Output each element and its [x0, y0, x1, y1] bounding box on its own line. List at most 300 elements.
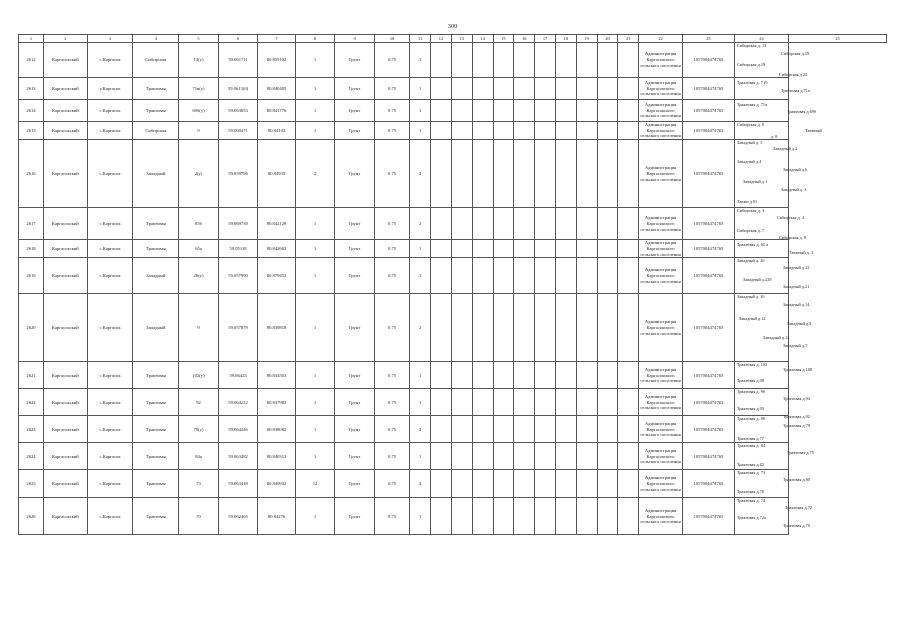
address-label: Трактовая д.69б — [786, 109, 817, 114]
settlement-cell: Каргасокский — [43, 122, 87, 140]
empty-cell — [555, 470, 576, 498]
table-row — [19, 122, 887, 140]
empty-cell — [514, 294, 535, 362]
empty-cell — [472, 100, 493, 122]
row-number: 2619 — [19, 258, 44, 294]
empty-cell — [555, 416, 576, 443]
empty-cell — [618, 294, 639, 362]
empty-cell — [555, 362, 576, 389]
column-header: 21 — [618, 35, 639, 43]
empty-cell — [514, 470, 535, 498]
address-label: Трактовая д.94 — [782, 396, 810, 402]
address-label: Трактовая д. 71а — [736, 102, 767, 107]
empty-cell — [472, 498, 493, 535]
empty-cell — [493, 258, 514, 294]
empty-cell — [535, 416, 556, 443]
empty-cell — [493, 78, 514, 100]
empty-cell — [451, 140, 472, 208]
empty-cell — [618, 78, 639, 100]
empty-cell — [514, 208, 535, 240]
count-cell: 1 — [295, 258, 335, 294]
latitude-cell: 59.064212 — [218, 389, 258, 416]
addresses-cell — [734, 498, 812, 535]
count-cell: 1 — [295, 100, 335, 122]
table-row — [19, 416, 887, 443]
ogrn-cell: 1057004474765 — [682, 140, 734, 208]
count-cell: 1 — [295, 416, 335, 443]
ogrn-cell: 1057004474765 — [682, 78, 734, 100]
empty-cell — [618, 140, 639, 208]
surface-cell: Грунт — [335, 294, 375, 362]
empty-cell — [576, 498, 597, 535]
row-number: 2622 — [19, 389, 44, 416]
empty-cell — [451, 100, 472, 122]
latitude-cell: 59.057990 — [218, 258, 258, 294]
empty-cell — [597, 498, 618, 535]
count-cell: 1 — [295, 389, 335, 416]
empty-cell — [493, 498, 514, 535]
owner-cell: Администрация Каргасокского сельского поселения — [639, 78, 683, 100]
empty-cell — [431, 470, 452, 498]
addresses-cell — [734, 443, 814, 470]
empty-cell — [618, 258, 639, 294]
settlement-cell: Каргасокский — [43, 470, 87, 498]
table-row — [19, 78, 887, 100]
addresses-cell — [734, 362, 813, 389]
address-label: Трактовая д.80 — [782, 477, 810, 483]
street-cell: Западный — [133, 294, 179, 362]
empty-cell — [472, 43, 493, 78]
table-row — [19, 258, 887, 294]
street-cell: Сибирская — [133, 43, 179, 78]
empty-cell — [451, 443, 472, 470]
empty-cell — [618, 389, 639, 416]
longitude-cell: 80.879452 — [258, 258, 295, 294]
area-cell: 0.75 — [374, 258, 409, 294]
empty-cell — [597, 294, 618, 362]
empty-cell — [514, 389, 535, 416]
address-label: Сибирская д. 7 — [736, 228, 765, 234]
longitude-cell: 80.840405 — [258, 78, 295, 100]
settlement-cell: Каргасокский — [43, 43, 87, 78]
empty-cell — [555, 100, 576, 122]
empty-cell — [431, 100, 452, 122]
row-number: 2620 — [19, 294, 44, 362]
address-label: Западный д. 26 — [736, 258, 765, 264]
locality-cell: с.Каргасок — [87, 416, 133, 443]
empty-cell — [493, 294, 514, 362]
area-cell: 0,75 — [374, 78, 409, 100]
latitude-cell: 59.063482 — [218, 443, 258, 470]
empty-cell — [431, 498, 452, 535]
street-cell: Трактовая — [133, 208, 179, 240]
empty-cell — [618, 498, 639, 535]
longitude-cell: 80.84935 — [258, 140, 295, 208]
empty-cell — [472, 443, 493, 470]
settlement-cell: Каргасокский — [43, 362, 87, 389]
latitude-cell: 59.057879 — [218, 294, 258, 362]
surface-cell: Грунт — [335, 443, 375, 470]
longitude-cell: 80.841776 — [258, 100, 295, 122]
row-number: 2624 — [19, 443, 44, 470]
empty-cell — [431, 122, 452, 140]
address-label: Трактовая д. 73 — [736, 470, 766, 476]
empty-cell — [618, 416, 639, 443]
locality-cell: с.Каргасок — [87, 100, 133, 122]
empty-cell — [535, 140, 556, 208]
area-cell: 0,75 — [374, 416, 409, 443]
street-cell: Трактовая — [133, 389, 179, 416]
column-header: 19 — [576, 35, 597, 43]
empty-cell — [555, 258, 576, 294]
empty-cell — [555, 43, 576, 78]
longitude-cell: 80.840932 — [258, 470, 295, 498]
surface-cell: Грунт — [335, 140, 375, 208]
empty-cell — [493, 140, 514, 208]
empty-cell — [618, 362, 639, 389]
address-label: Трактовая д.77 — [736, 436, 764, 442]
empty-cell — [555, 389, 576, 416]
column-header: 4 — [133, 35, 179, 43]
empty-cell — [535, 258, 556, 294]
surface-cell: Грунт — [335, 208, 375, 240]
address-label: Трактовая д.78 — [736, 489, 764, 495]
latitude-cell: 59.060471 — [218, 122, 258, 140]
street-cell: Западный — [133, 140, 179, 208]
empty-cell — [514, 140, 535, 208]
empty-cell — [597, 389, 618, 416]
address-label: Западный д.22б — [742, 277, 772, 283]
empty-cell — [597, 240, 618, 258]
house-cell: 73 — [179, 470, 219, 498]
column-header: 12 — [431, 35, 452, 43]
empty-cell — [451, 294, 472, 362]
latitude-cell: 59.069739 — [218, 208, 258, 240]
area-cell: 0.75 — [374, 140, 409, 208]
settlement-cell: Каргасокский — [43, 416, 87, 443]
surface-cell: Грунт — [335, 470, 375, 498]
empty-cell — [472, 122, 493, 140]
settlement-cell: Каргасокский — [43, 443, 87, 470]
containers-cell: 1 — [410, 498, 431, 535]
empty-cell — [535, 498, 556, 535]
house-cell: 85б — [179, 208, 219, 240]
owner-cell: Администрация Каргасокского сельского поселения — [639, 258, 683, 294]
house-cell: 71в(у) — [179, 78, 219, 100]
empty-cell — [514, 43, 535, 78]
surface-cell: Грунт — [335, 100, 375, 122]
empty-cell — [535, 362, 556, 389]
house-cell: 2(у) — [179, 140, 219, 208]
address-label: Трактовая д.70 — [782, 523, 810, 529]
empty-cell — [555, 294, 576, 362]
empty-cell — [493, 416, 514, 443]
empty-cell — [431, 416, 452, 443]
containers-cell: 1 — [410, 122, 431, 140]
address-label: Трактовая д.75 — [786, 450, 814, 456]
empty-cell — [431, 43, 452, 78]
table-row — [19, 140, 887, 208]
table-row — [19, 362, 887, 389]
longitude-cell: 80.842602 — [258, 240, 295, 258]
empty-cell — [431, 294, 452, 362]
street-cell: Трактовая — [133, 78, 179, 100]
empty-cell — [535, 240, 556, 258]
empty-cell — [472, 470, 493, 498]
area-cell: 0.75 — [374, 470, 409, 498]
address-label: Западный д.7 — [782, 343, 808, 349]
longitude-cell: 80.840312 — [258, 443, 295, 470]
empty-cell — [431, 362, 452, 389]
street-cell: Трактовая — [133, 498, 179, 535]
empty-cell — [493, 122, 514, 140]
empty-cell — [576, 240, 597, 258]
empty-cell — [555, 122, 576, 140]
address-label: Трактовая д.79 — [782, 423, 810, 429]
empty-cell — [514, 78, 535, 100]
column-header: 15 — [493, 35, 514, 43]
locality-cell: с.Каргасок — [87, 122, 133, 140]
empty-cell — [597, 362, 618, 389]
address-label: Западный д.21 — [782, 284, 810, 290]
column-header: 10 — [374, 35, 409, 43]
empty-cell — [535, 294, 556, 362]
empty-cell — [431, 240, 452, 258]
address-label: Сибирская д. 4 — [776, 215, 805, 221]
containers-cell: 1 — [410, 389, 431, 416]
street-cell: Трактовая — [133, 416, 179, 443]
settlement-cell: Каргасокский — [43, 140, 87, 208]
empty-cell — [431, 208, 452, 240]
empty-cell — [451, 122, 472, 140]
address-label: Западный д.1 — [742, 179, 768, 185]
empty-cell — [472, 389, 493, 416]
empty-cell — [618, 443, 639, 470]
empty-cell — [618, 470, 639, 498]
row-number: 2625 — [19, 470, 44, 498]
empty-cell — [514, 498, 535, 535]
empty-cell — [451, 208, 472, 240]
ogrn-cell: 1057004474765 — [682, 294, 734, 362]
empty-cell — [597, 208, 618, 240]
count-cell: 1 — [295, 240, 335, 258]
house-cell: 79(у) — [179, 416, 219, 443]
address-label: Трактовая д. 96 — [736, 389, 766, 395]
empty-cell — [576, 389, 597, 416]
house-cell: 26(у) — [179, 258, 219, 294]
table-row — [19, 389, 887, 416]
address-label: Западный д.12 — [762, 335, 790, 341]
empty-cell — [431, 78, 452, 100]
address-label: Сибирская д. 13 — [736, 43, 767, 48]
column-header: 1 — [19, 35, 44, 43]
table-row — [19, 208, 887, 240]
surface-cell: Грунт — [335, 240, 375, 258]
address-label: Западный д. 16 — [736, 294, 765, 300]
address-label: Западный д.9 — [786, 321, 812, 327]
row-number: 2623 — [19, 416, 44, 443]
ogrn-cell: 1057004474765 — [682, 416, 734, 443]
count-cell: 1 — [295, 122, 335, 140]
locality-cell: с.Каргасок — [87, 140, 133, 208]
street-cell: Трактовая — [133, 240, 179, 258]
empty-cell — [576, 362, 597, 389]
empty-cell — [576, 140, 597, 208]
table-row — [19, 470, 887, 498]
latitude-cell: 59.059796 — [218, 140, 258, 208]
header-row — [19, 35, 887, 43]
empty-cell — [451, 498, 472, 535]
count-cell: 1 — [295, 498, 335, 535]
latitude-cell: 59.062465 — [218, 498, 258, 535]
longitude-cell: 80.838082 — [258, 416, 295, 443]
address-label: Трактовая д.98 — [736, 378, 764, 384]
empty-cell — [472, 240, 493, 258]
column-header: 13 — [451, 35, 472, 43]
column-header: 8 — [295, 35, 335, 43]
address-label: Западный д.23 — [782, 265, 810, 271]
count-cell: 1 — [295, 294, 335, 362]
address-label: Сибирская д. 8 — [778, 235, 807, 241]
count-cell: 1 — [295, 43, 335, 78]
empty-cell — [472, 362, 493, 389]
empty-cell — [535, 389, 556, 416]
empty-cell — [493, 389, 514, 416]
address-label: Трактовая д.72 — [784, 505, 812, 511]
empty-cell — [597, 416, 618, 443]
page-number: 300 — [447, 23, 458, 30]
house-cell: 70 — [179, 498, 219, 535]
address-label: Западный д.12 — [738, 316, 766, 322]
area-cell: 0.75 — [374, 208, 409, 240]
addresses-cell — [734, 122, 822, 140]
row-number: 2613 — [19, 78, 44, 100]
house-cell: 13(у) — [179, 43, 219, 78]
longitude-cell: 80.839818 — [258, 294, 295, 362]
empty-cell — [576, 43, 597, 78]
locality-cell: с.Каргасок — [87, 208, 133, 240]
count-cell: 1 — [295, 78, 335, 100]
house-cell: 65а — [179, 240, 219, 258]
empty-cell — [597, 443, 618, 470]
area-cell: 0.75 — [374, 240, 409, 258]
table-row — [19, 240, 887, 258]
address-label: Сибирская д.19 — [736, 62, 766, 67]
column-header: 3 — [87, 35, 133, 43]
empty-cell — [451, 416, 472, 443]
address-label: Таежный — [804, 128, 822, 133]
longitude-cell: 80.834503 — [258, 362, 295, 389]
address-label: Западный д. 3 — [780, 187, 807, 193]
empty-cell — [618, 100, 639, 122]
addresses-cell — [734, 100, 817, 122]
ogrn-cell: 1057004474765 — [682, 122, 734, 140]
containers-cell: 2 — [410, 140, 431, 208]
address-label: Трактовая д.93 — [736, 406, 764, 412]
register-table — [18, 34, 887, 535]
street-cell: Трактовая — [133, 362, 179, 389]
row-number: 2616 — [19, 140, 44, 208]
empty-cell — [514, 362, 535, 389]
count-cell: 2 — [295, 140, 335, 208]
empty-cell — [597, 258, 618, 294]
empty-cell — [451, 258, 472, 294]
empty-cell — [535, 43, 556, 78]
owner-cell: Администрация Каргасокского сельского поселения — [639, 100, 683, 122]
table-row — [19, 43, 887, 78]
count-cell: 12 — [295, 470, 335, 498]
empty-cell — [514, 258, 535, 294]
address-label: Трактовая д. 80 — [736, 416, 766, 422]
address-label: Сибирская д.18 — [780, 51, 810, 56]
count-cell: 1 — [295, 362, 335, 389]
containers-cell: 1 — [410, 240, 431, 258]
longitude-cell: 80.84276 — [258, 498, 295, 535]
empty-cell — [618, 208, 639, 240]
address-label: Трактовая д. 65 а — [736, 242, 768, 248]
address-label: Трактовая д.82 — [736, 462, 764, 468]
longitude-cell: 80.859102 — [258, 43, 295, 78]
empty-cell — [535, 208, 556, 240]
address-label: Западный д.4 — [736, 159, 762, 165]
column-header: 7 — [258, 35, 295, 43]
column-header: 18 — [555, 35, 576, 43]
settlement-cell: Каргасокский — [43, 258, 87, 294]
empty-cell — [618, 240, 639, 258]
column-header: 22 — [639, 35, 683, 43]
empty-cell — [493, 208, 514, 240]
empty-cell — [555, 140, 576, 208]
empty-cell — [576, 122, 597, 140]
house-cell: 102(у) — [179, 362, 219, 389]
surface-cell: Грунт — [335, 43, 375, 78]
ogrn-cell: 1057004474765 — [682, 240, 734, 258]
locality-cell: с.Каргасок — [87, 498, 133, 535]
house-cell: 92 — [179, 389, 219, 416]
empty-cell — [514, 100, 535, 122]
column-header: 17 — [535, 35, 556, 43]
containers-cell: 1 — [410, 362, 431, 389]
empty-cell — [576, 258, 597, 294]
empty-cell — [618, 43, 639, 78]
area-cell: 0.75 — [374, 389, 409, 416]
area-cell: 0.75 — [374, 294, 409, 362]
column-header: 5 — [179, 35, 219, 43]
empty-cell — [472, 416, 493, 443]
street-cell: Трактовая — [133, 443, 179, 470]
empty-cell — [493, 362, 514, 389]
empty-cell — [576, 470, 597, 498]
owner-cell: Администрация Каргасокского сельского поселения — [639, 140, 683, 208]
row-number: 2614 — [19, 100, 44, 122]
column-header: 2 — [43, 35, 87, 43]
column-header: 11 — [410, 35, 431, 43]
locality-cell: с.Каргасок — [87, 240, 133, 258]
house-cell: 69б(у) — [179, 100, 219, 122]
owner-cell: Администрация Каргасокского сельского поселения — [639, 43, 683, 78]
address-label: Трактовая д. 7 (6 — [736, 80, 768, 85]
ogrn-cell: 1057004474765 — [682, 470, 734, 498]
longitude-cell: 80.84103 — [258, 122, 295, 140]
latitude-cell: 59.063653 — [218, 100, 258, 122]
address-label: Трактовая д.92 — [782, 414, 810, 420]
address-label: Западный д.6 — [782, 167, 808, 173]
empty-cell — [576, 208, 597, 240]
empty-cell — [535, 78, 556, 100]
house-cell: 9 — [179, 122, 219, 140]
ogrn-cell: 1057004474765 — [682, 362, 734, 389]
house-cell: 9 — [179, 294, 219, 362]
